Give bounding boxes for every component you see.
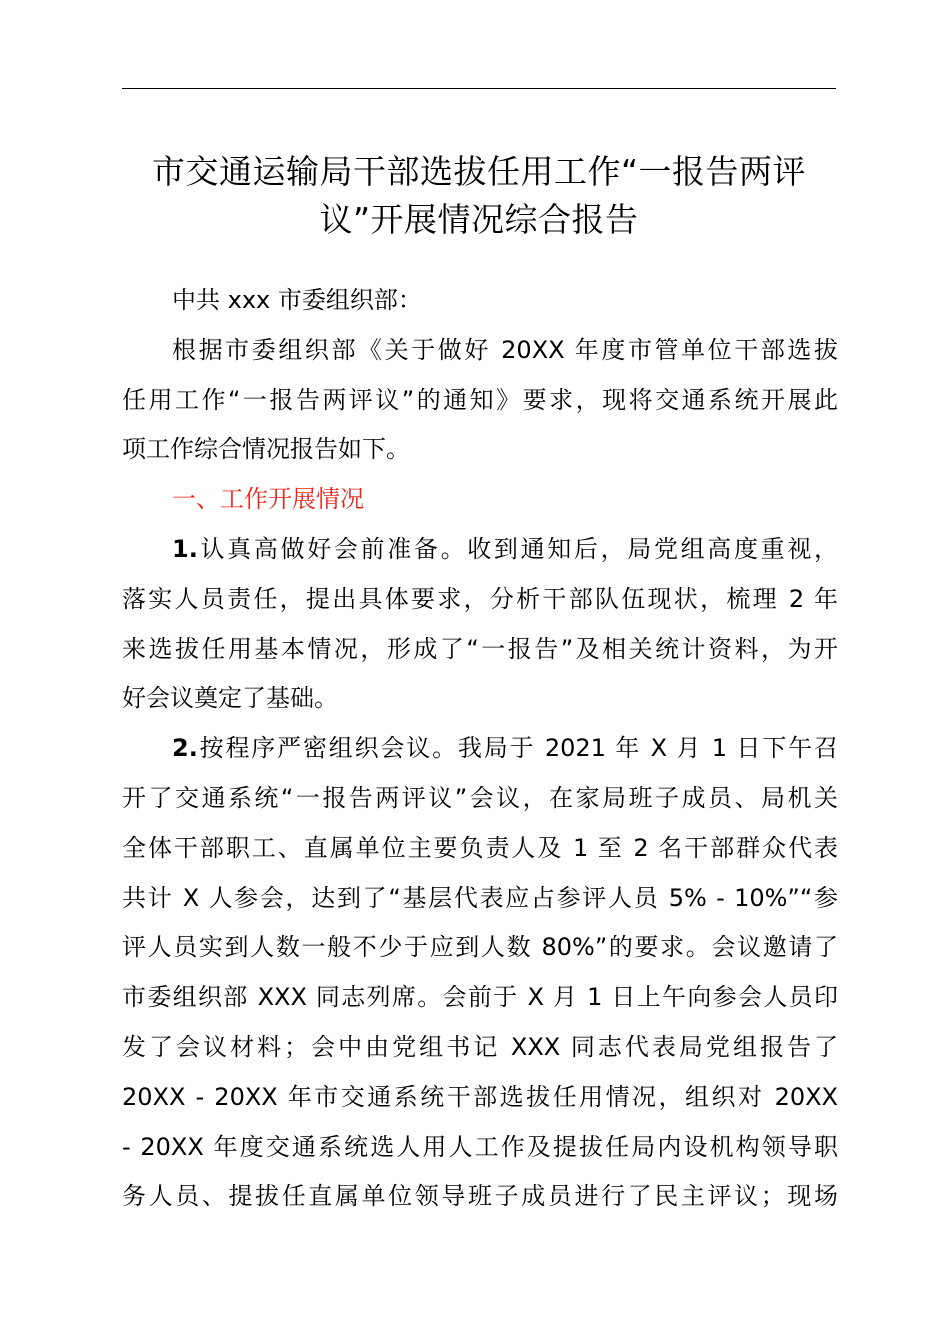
paragraph-line: 务人员、提拔任直属单位领导班子成员进行了民主评议；现场 [122, 1182, 838, 1211]
paragraph-line: 市委组织部 XXX 同志列席。会前于 X 月 1 日上午向参会人员印 [122, 983, 838, 1012]
paragraph-line: 来选拔任用基本情况，形成了“一报告”及相关统计资料，为开 [122, 634, 838, 663]
item-lead-text: 按程序严密组织会议。我局于 2021 年 X 月 1 日下午召 [197, 734, 838, 763]
paragraph-line: 开了交通系统“一报告两评议”会议，在家局班子成员、局机关 [122, 783, 838, 812]
document-title [110, 148, 848, 244]
paragraph-line: 任用工作“一报告两评议”的通知》要求，现将交通系统开展此 [122, 385, 838, 414]
salutation-text: 中共 xxx 市委组织部： [172, 286, 422, 314]
paragraph-line: 项工作综合情况报告如下。 [122, 435, 410, 464]
item-number: 1. [172, 534, 198, 563]
item-paragraph-1 [122, 525, 838, 724]
section-heading-text: 一、工作开展情况 [172, 485, 364, 514]
title-line: 议”开展情况综合报告 [319, 200, 639, 239]
intro-paragraph [122, 326, 838, 475]
title-line: 市交通运输局干部选拔任用工作“一报告两评 [151, 152, 807, 191]
paragraph-line: 评人员实到人数一般不少于应到人数 80%”的要求。会议邀请了 [122, 933, 838, 962]
item-number: 2. [172, 734, 198, 763]
item-lead-text: 认真高做好会前准备。收到通知后，局党组高度重视， [197, 534, 838, 563]
paragraph-line: 共计 X 人参会，达到了“基层代表应占参评人员 5% - 10%”“参 [122, 883, 838, 912]
paragraph-line: - 20XX 年度交通系统选人用人工作及提拔任局内设机构领导职 [122, 1132, 838, 1161]
paragraph-line [122, 525, 838, 575]
document-body [122, 276, 838, 1222]
paragraph-line [122, 724, 838, 774]
item-paragraph-2 [122, 724, 838, 1222]
header-rule [122, 88, 836, 89]
paragraph-line: 根据市委组织部《关于做好 20XX 年度市管单位干部选拔 [172, 335, 838, 364]
salutation [122, 276, 838, 326]
section-heading [122, 475, 838, 525]
paragraph-line: 全体干部职工、直属单位主要负责人及 1 至 2 名干部群众代表 [122, 833, 838, 862]
paragraph-line: 好会议奠定了基础。 [122, 684, 338, 713]
paragraph-line: 落实人员责任，提出具体要求，分析干部队伍现状，梳理 2 年 [122, 584, 838, 613]
paragraph-line: 20XX - 20XX 年市交通系统干部选拔任用情况，组织对 20XX [122, 1082, 838, 1111]
paragraph-line: 发了会议材料；会中由党组书记 XXX 同志代表局党组报告了 [122, 1032, 838, 1061]
